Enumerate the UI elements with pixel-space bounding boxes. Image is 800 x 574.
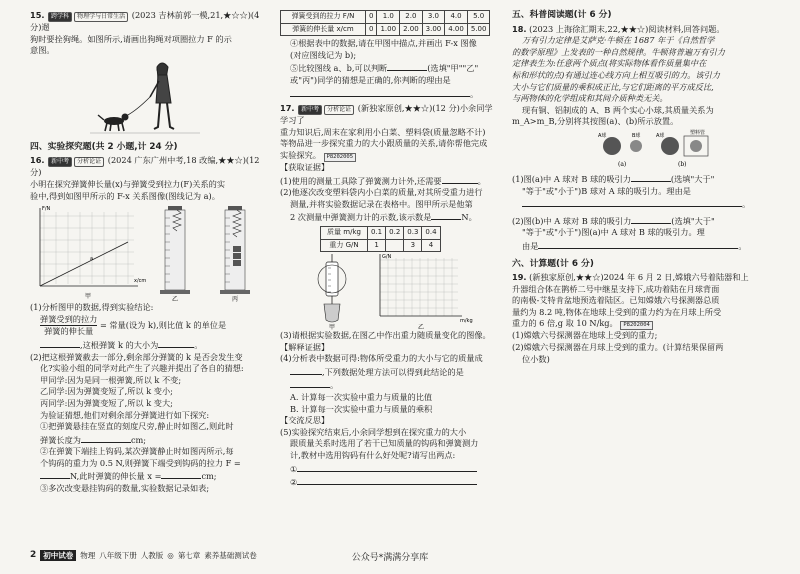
- answer-blank[interactable]: [40, 338, 80, 348]
- svg-text:甲: 甲: [85, 293, 92, 301]
- answer-blank[interactable]: [631, 214, 671, 224]
- answer-blank[interactable]: [538, 239, 738, 249]
- section-4-heading: 四、实验探究题(共 2 小题,计 24 分): [30, 141, 178, 152]
- spring-figures: [30, 202, 268, 302]
- q18-setup: 现有铜、铝制成的 A、B 两个实心小球,其质量关系为 m_A>m_B,分别将其按图(a)、(b)所示放置。: [512, 104, 714, 127]
- question-18: 18. (2023 上海徐汇期末,22,★★☆)阅读材料,回答问题。: [512, 23, 725, 34]
- mass-gravity-table: [320, 226, 441, 252]
- answer-blank[interactable]: [290, 365, 322, 375]
- svg-text:a: a: [90, 256, 94, 263]
- svg-text:丙: 丙: [232, 296, 239, 303]
- section-5-heading: 五、科普阅读题(计 6 分): [512, 10, 612, 20]
- graph-jia: [40, 206, 146, 300]
- svg-text:B球: B球: [632, 132, 641, 139]
- svg-text:m/kg: m/kg: [460, 318, 473, 325]
- spheres-figure: [512, 128, 774, 172]
- q18-parts: (1)图(a)中 A 球对 B 球的吸引力 (选填"大于" "等于"或"小于")B 球对 A 球的吸引力。理由是 。 (2)图(b)中 A 球对 B 球的吸引力 (选填"大于" "等于"或"小于")图(a)中 A 球对 B 球的吸引力。理 由是 。: [512, 173, 751, 251]
- svg-text:(b): (b): [678, 160, 687, 168]
- column-left: [30, 10, 268, 495]
- svg-text:x/cm: x/cm: [134, 278, 147, 285]
- column-middle: [280, 10, 500, 489]
- column-right: [512, 10, 774, 365]
- answer-blank[interactable]: [161, 469, 201, 479]
- answer-blank[interactable]: [297, 475, 477, 485]
- svg-text:乙: 乙: [172, 296, 179, 303]
- table-row: 质量 m/kg 0.1 0.2 0.3 0.4: [321, 226, 441, 239]
- section-6-heading: 六、计算题(计 6 分): [512, 258, 594, 269]
- q16-part2-cont: ④根据表中的数据,请在甲图中描点,并画出 F-x 图像 (对应图线记为 b); ⑤比较图线 a、b,可以判断 (选填"甲""乙" 或"丙")同学的猜想是正确的,你判断的理由是 。: [290, 38, 479, 99]
- page-footer: 2 初中试卷 物理 八年级下册 人教版 ◎ 第七章 素养基础测试卷: [30, 550, 257, 560]
- cabbage-figures: [280, 252, 500, 330]
- q16-part1-answer: ,这根弹簧 k 的大小为 。: [30, 338, 268, 352]
- spring-bing: [220, 206, 250, 302]
- question-15: 15. 跨学科 物理学与日常生活 (2023 吉林前郭一模,21,★☆☆)(4 分)遛 狗时要拴狗绳。如图所示,请画出狗绳对项圈拉力 F 的示 意图。: [30, 10, 260, 56]
- graph-yi: [380, 254, 473, 330]
- q16-part1-formula: 弹簧受到的拉力 弹簧的伸长量 = 常量(设为 k),则比值 k 的单位是: [40, 313, 227, 337]
- spring-scale-jia: [318, 254, 346, 330]
- answer-blank[interactable]: [631, 172, 671, 182]
- svg-text:A球: A球: [656, 132, 665, 139]
- q16-part2: (2)把这根弹簧截去一部分,剩余部分弹簧的 k 是否会发生变 化?实验小组的同学对此产生了兴趣并提出了各自的猜想: 甲同学:因为是同一根弹簧,所以 k 不变; 乙同学:因为弹簧变短了,所以 k 变小; 丙同学:因为弹簧变短了,所以 k 变大; 为验证猜想,他们对剩余部分弹簧进行如下探究: ①把弹簧悬挂在竖直的刻度尺旁,静止时如图乙,则此时 弹簧长度为 cm; ②在弹簧下端挂上钩码,某次弹簧静止时如图丙所示,每 个钩码的重力为 0.5 N,则弹簧下端受到钩码的拉力 F = N,此时弹簧的伸长量 x = cm; ③多次改变悬挂钩码的数量,实验数据记录如表;: [30, 351, 244, 494]
- watermark-text: 公众号*满满分享库: [351, 553, 429, 563]
- svg-text:F/N: F/N: [42, 206, 51, 213]
- figure-b: [656, 129, 708, 168]
- svg-text:甲: 甲: [329, 324, 336, 331]
- q16-part1: (1)分析图甲的数据,得到实验结论:: [30, 302, 154, 313]
- page-number: 2: [30, 550, 37, 560]
- chapter-icon: ◎: [167, 550, 174, 560]
- svg-text:A球: A球: [598, 132, 607, 139]
- figure-a: [598, 132, 642, 168]
- brand-badge: 初中试卷: [40, 550, 76, 561]
- dog-walking-figure: [30, 57, 268, 139]
- answer-blank[interactable]: [81, 433, 131, 443]
- spring-data-table: [280, 10, 490, 36]
- table-row: 重力 G/N 1 3 4: [321, 239, 441, 252]
- answer-blank[interactable]: [290, 378, 330, 388]
- question-19: 19. (新独家原创,★★☆)2024 年 6 月 2 日,嫦娥六号着陆器和上 升器组合体在鹊桥二号中继星支持下,成功着陆在月球背面 的南极-艾特肯盆地预选着陆区。已知嫦娥六号探测器总质 量约为 8.2 吨,物体在地球上受到的重力约为在月球上所受 重力的 6 倍,g 取 10 N/kg。 P8202004 (1)嫦娥六号探测器在地球上受到的重力; (2)嫦娥六号探测器在月球上受到的重力。(计算结果保留两 位小数): [512, 272, 749, 364]
- answer-blank[interactable]: [442, 174, 478, 184]
- svg-text:乙: 乙: [418, 324, 425, 331]
- answer-blank[interactable]: [387, 61, 427, 71]
- answer-blank[interactable]: [290, 87, 470, 97]
- table-row: 弹簧的伸长量 x/cm 0 1.00 2.00 3.00 4.00 5.00: [281, 23, 490, 36]
- answer-blank[interactable]: [431, 210, 461, 220]
- svg-text:(a): (a): [618, 160, 627, 168]
- answer-blank[interactable]: [297, 462, 477, 472]
- svg-text:塑料管: 塑料管: [690, 129, 706, 136]
- question-16: 16. 新中考 分析论证 (2024 广东广州中考,18 改编,★★☆)(12 分) 小明在探究弹簧伸长量(x)与弹簧受到拉力(F)关系的实 验中,得到如图甲所示的 F-x 关系图像(图线记为 a)。: [30, 155, 260, 201]
- q17-parts: (3)请根据实验数据,在图乙中作出重力随质量变化的图像。 【解释证据】 (4)分析表中数据可得:物体所受重力的大小与它的质量成 ,下列数据处理方法可以得到此结论的是 。 A. 计算每一次实验中重力与质量的比值 B. 计算每一次实验中重力与质量的乘积 【交流反思】 (5)实验探究结束后,小余同学想到在探究重力的大小 跟质量关系时选用了若干已知质量的钩码和弹簧测力 计,教材中选用钩码有什么好处呢?请写出两点: ① ②: [280, 330, 491, 488]
- answer-blank[interactable]: [522, 197, 742, 207]
- svg-text:G/N: G/N: [382, 254, 392, 261]
- table-row: 弹簧受到的拉力 F/N 0 1.0 2.0 3.0 4.0 5.0: [281, 11, 490, 24]
- answer-blank[interactable]: [158, 338, 194, 348]
- spring-yi: [160, 206, 190, 302]
- reading-material: 万有引力定律是艾萨克·牛顿在 1687 年于《自然哲学 的数学原理》上发表的一种自然规律。牛顿将普遍万有引力 定律表生为:任意两个质点(将实际物体看作质量集中在 标和形状的点)有通过连心线方向上相互吸引的力。该引力 大小与它们质量的乘积成正比,与它们距离的平方成反比, 与两物体的化学组成和其间介质种类无关。: [512, 35, 725, 104]
- answer-blank[interactable]: [40, 469, 70, 479]
- question-17: 17. 新中考 分析论证 (新独家原创,★★☆)(12 分)小余同学学习了 重力知识后,周末在家利用小白菜、塑料袋(质量忽略不计) 等物品进一步探究重力的大小跟质量的关系,请你帮他完成 实验探究。 P8202005 【获取证据】 (1)使用的测量工具除了弹簧测力计外,还需要 。 (2)他逐次改变塑料袋内小白菜的质量,对其所受重力进行 测量,并将实验数据记录在表格中。图甲所示是他第 2 次测量中弹簧测力计的示数,该示数是 N。: [280, 103, 493, 223]
